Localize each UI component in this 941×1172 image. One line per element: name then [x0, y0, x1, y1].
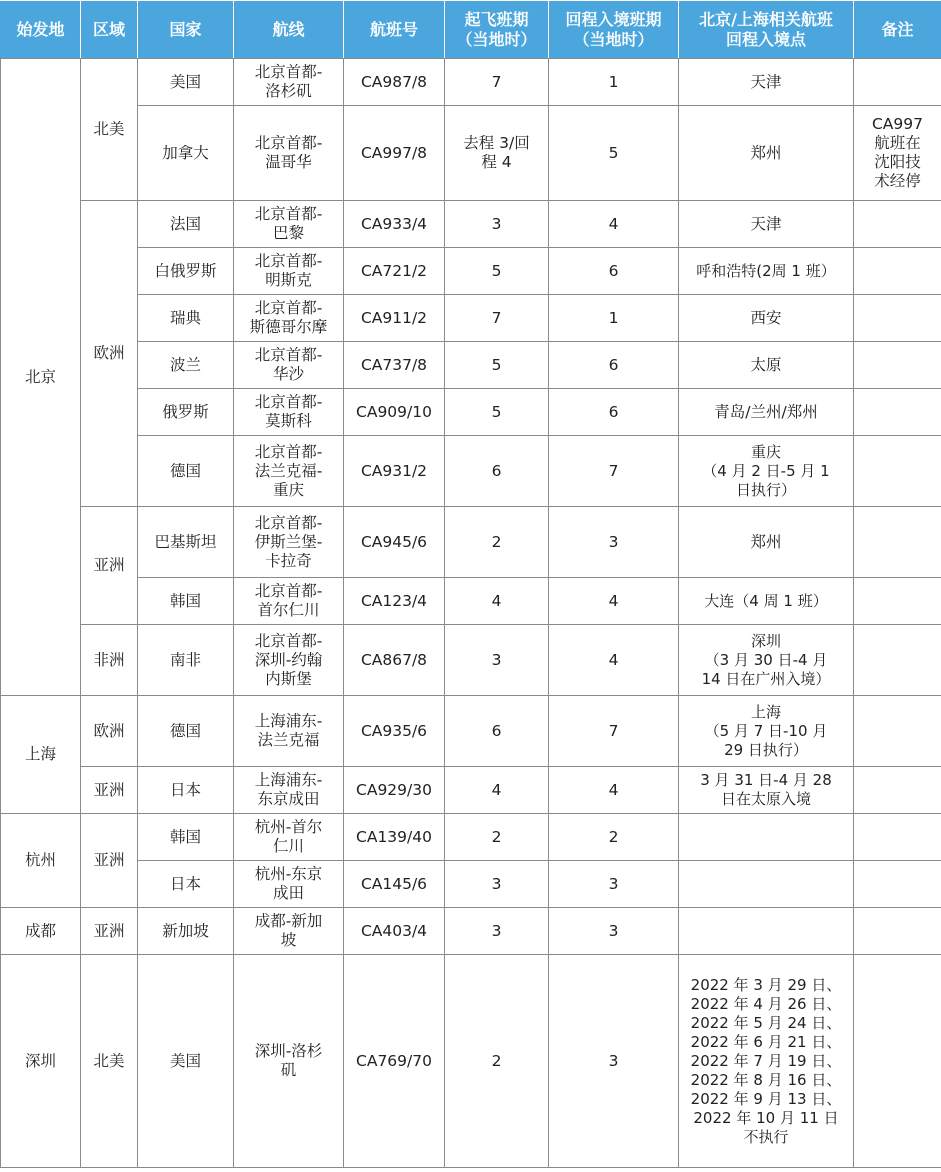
table-row — [1, 908, 941, 955]
departure-days-cell: 2 — [445, 955, 549, 1168]
table-row — [1, 625, 941, 696]
country-cell: 波兰 — [138, 342, 234, 389]
country-cell: 韩国 — [138, 578, 234, 625]
country-cell: 法国 — [138, 201, 234, 248]
flight-number-cell: CA139/40 — [344, 814, 445, 861]
return-days-cell: 3 — [549, 908, 679, 955]
return-days-cell: 1 — [549, 59, 679, 106]
table-row — [1, 201, 941, 248]
departure-days-cell: 3 — [445, 625, 549, 696]
departure-days-cell: 3 — [445, 908, 549, 955]
flight-number-cell: CA737/8 — [344, 342, 445, 389]
return-days-cell: 6 — [549, 342, 679, 389]
notes-cell — [854, 295, 941, 342]
table-row — [1, 861, 941, 908]
entry-point-cell: 天津 — [679, 59, 854, 106]
departure-days-cell: 5 — [445, 248, 549, 295]
entry-point-cell: 郑州 — [679, 507, 854, 578]
return-days-cell: 3 — [549, 955, 679, 1168]
country-cell: 日本 — [138, 767, 234, 814]
region-cell: 北美 — [81, 955, 138, 1168]
notes-cell — [854, 389, 941, 436]
departure-days-cell: 5 — [445, 342, 549, 389]
route-cell: 北京首都- 深圳-约翰 内斯堡 — [234, 625, 344, 696]
flight-number-cell: CA769/70 — [344, 955, 445, 1168]
return-days-cell: 6 — [549, 389, 679, 436]
notes-cell — [854, 814, 941, 861]
table-row — [1, 389, 941, 436]
header-row — [1, 1, 941, 59]
route-cell: 北京首都- 华沙 — [234, 342, 344, 389]
return-days-cell: 4 — [549, 578, 679, 625]
route-cell: 深圳-洛杉 矶 — [234, 955, 344, 1168]
entry-point-cell — [679, 814, 854, 861]
country-cell: 日本 — [138, 861, 234, 908]
return-days-cell: 1 — [549, 295, 679, 342]
entry-point-cell: 重庆 （4 月 2 日-5 月 1 日执行） — [679, 436, 854, 507]
entry-point-cell: 深圳 （3 月 30 日-4 月 14 日在广州入境） — [679, 625, 854, 696]
departure-days-cell: 7 — [445, 59, 549, 106]
flight-number-cell: CA931/2 — [344, 436, 445, 507]
flight-number-cell: CA867/8 — [344, 625, 445, 696]
departure-days-cell: 3 — [445, 861, 549, 908]
country-cell: 韩国 — [138, 814, 234, 861]
origin-cell: 北京 — [1, 59, 81, 696]
route-cell: 北京首都- 斯德哥尔摩 — [234, 295, 344, 342]
route-cell: 北京首都- 法兰克福- 重庆 — [234, 436, 344, 507]
entry-point-cell: 西安 — [679, 295, 854, 342]
route-cell: 北京首都- 伊斯兰堡- 卡拉奇 — [234, 507, 344, 578]
return-days-cell: 4 — [549, 625, 679, 696]
entry-point-cell: 呼和浩特(2周 1 班） — [679, 248, 854, 295]
table-row — [1, 507, 941, 578]
entry-point-cell — [679, 861, 854, 908]
region-cell: 北美 — [81, 59, 138, 201]
entry-point-cell: 上海 （5 月 7 日-10 月 29 日执行） — [679, 696, 854, 767]
return-days-cell: 3 — [549, 507, 679, 578]
table-row — [1, 955, 941, 1168]
notes-cell — [854, 625, 941, 696]
route-cell: 上海浦东- 法兰克福 — [234, 696, 344, 767]
notes-cell — [854, 578, 941, 625]
departure-days-cell: 4 — [445, 767, 549, 814]
return-days-cell: 7 — [549, 436, 679, 507]
table-row — [1, 767, 941, 814]
region-cell: 亚洲 — [81, 814, 138, 908]
flight-number-cell: CA987/8 — [344, 59, 445, 106]
flight-number-cell: CA997/8 — [344, 106, 445, 201]
flight-number-cell: CA945/6 — [344, 507, 445, 578]
col-header-entry-point: 北京/上海相关航班 回程入境点 — [679, 1, 854, 59]
country-cell: 俄罗斯 — [138, 389, 234, 436]
entry-point-cell: 青岛/兰州/郑州 — [679, 389, 854, 436]
route-cell: 成都-新加 坡 — [234, 908, 344, 955]
col-header-country: 国家 — [138, 1, 234, 59]
notes-cell — [854, 908, 941, 955]
col-header-return-days: 回程入境班期 （当地时） — [549, 1, 679, 59]
notes-cell — [854, 861, 941, 908]
entry-point-cell: 天津 — [679, 201, 854, 248]
departure-days-cell: 去程 3/回 程 4 — [445, 106, 549, 201]
departure-days-cell: 6 — [445, 436, 549, 507]
country-cell: 巴基斯坦 — [138, 507, 234, 578]
notes-cell — [854, 955, 941, 1168]
table-row — [1, 59, 941, 106]
region-cell: 欧洲 — [81, 201, 138, 507]
country-cell: 德国 — [138, 696, 234, 767]
return-days-cell: 7 — [549, 696, 679, 767]
departure-days-cell: 4 — [445, 578, 549, 625]
col-header-route: 航线 — [234, 1, 344, 59]
table-row — [1, 342, 941, 389]
col-header-notes: 备注 — [854, 1, 941, 59]
flight-number-cell: CA933/4 — [344, 201, 445, 248]
return-days-cell: 4 — [549, 767, 679, 814]
table-row — [1, 696, 941, 767]
flight-number-cell: CA145/6 — [344, 861, 445, 908]
notes-cell: CA997 航班在 沈阳技 术经停 — [854, 106, 941, 201]
origin-cell: 成都 — [1, 908, 81, 955]
region-cell: 亚洲 — [81, 767, 138, 814]
origin-cell: 深圳 — [1, 955, 81, 1168]
route-cell: 北京首都- 温哥华 — [234, 106, 344, 201]
region-cell: 非洲 — [81, 625, 138, 696]
notes-cell — [854, 767, 941, 814]
notes-cell — [854, 436, 941, 507]
route-cell: 北京首都- 莫斯科 — [234, 389, 344, 436]
flight-number-cell: CA911/2 — [344, 295, 445, 342]
entry-point-cell: 3 月 31 日-4 月 28 日在太原入境 — [679, 767, 854, 814]
return-days-cell: 5 — [549, 106, 679, 201]
flight-number-cell: CA935/6 — [344, 696, 445, 767]
country-cell: 加拿大 — [138, 106, 234, 201]
col-header-departure-days: 起飞班期 （当地时） — [445, 1, 549, 59]
entry-point-cell — [679, 908, 854, 955]
entry-point-cell: 太原 — [679, 342, 854, 389]
table-row — [1, 436, 941, 507]
route-cell: 杭州-东京 成田 — [234, 861, 344, 908]
flight-number-cell: CA929/30 — [344, 767, 445, 814]
route-cell: 北京首都- 首尔仁川 — [234, 578, 344, 625]
return-days-cell: 2 — [549, 814, 679, 861]
departure-days-cell: 6 — [445, 696, 549, 767]
flight-number-cell: CA721/2 — [344, 248, 445, 295]
country-cell: 白俄罗斯 — [138, 248, 234, 295]
notes-cell — [854, 507, 941, 578]
country-cell: 新加坡 — [138, 908, 234, 955]
notes-cell — [854, 696, 941, 767]
route-cell: 上海浦东- 东京成田 — [234, 767, 344, 814]
flight-number-cell: CA909/10 — [344, 389, 445, 436]
table-row — [1, 106, 941, 201]
notes-cell — [854, 59, 941, 106]
departure-days-cell: 3 — [445, 201, 549, 248]
region-cell: 亚洲 — [81, 908, 138, 955]
table-row — [1, 578, 941, 625]
flight-number-cell: CA123/4 — [344, 578, 445, 625]
origin-cell: 上海 — [1, 696, 81, 814]
departure-days-cell: 5 — [445, 389, 549, 436]
route-cell: 北京首都- 明斯克 — [234, 248, 344, 295]
notes-cell — [854, 248, 941, 295]
departure-days-cell: 7 — [445, 295, 549, 342]
notes-cell — [854, 201, 941, 248]
country-cell: 南非 — [138, 625, 234, 696]
route-cell: 杭州-首尔 仁川 — [234, 814, 344, 861]
region-cell: 欧洲 — [81, 696, 138, 767]
entry-point-cell: 郑州 — [679, 106, 854, 201]
table-row — [1, 248, 941, 295]
origin-cell: 杭州 — [1, 814, 81, 908]
col-header-region: 区域 — [81, 1, 138, 59]
table-row — [1, 295, 941, 342]
country-cell: 美国 — [138, 955, 234, 1168]
col-header-flight-number: 航班号 — [344, 1, 445, 59]
entry-point-cell: 2022 年 3 月 29 日、 2022 年 4 月 26 日、 2022 年 5 月 24 日、 2022 年 6 月 21 日、 2022 年 7 月 19 日、 2022 年 8 月 16 日、 2022 年 9 月 13 日、 2022 年 10 月 11 日 不执行 — [679, 955, 854, 1168]
entry-point-cell: 大连（4 周 1 班） — [679, 578, 854, 625]
route-cell: 北京首都- 洛杉矶 — [234, 59, 344, 106]
return-days-cell: 6 — [549, 248, 679, 295]
country-cell: 美国 — [138, 59, 234, 106]
country-cell: 瑞典 — [138, 295, 234, 342]
notes-cell — [854, 342, 941, 389]
return-days-cell: 3 — [549, 861, 679, 908]
table-row — [1, 814, 941, 861]
country-cell: 德国 — [138, 436, 234, 507]
route-cell: 北京首都- 巴黎 — [234, 201, 344, 248]
departure-days-cell: 2 — [445, 814, 549, 861]
flight-number-cell: CA403/4 — [344, 908, 445, 955]
region-cell: 亚洲 — [81, 507, 138, 625]
col-header-origin: 始发地 — [1, 1, 81, 59]
return-days-cell: 4 — [549, 201, 679, 248]
departure-days-cell: 2 — [445, 507, 549, 578]
